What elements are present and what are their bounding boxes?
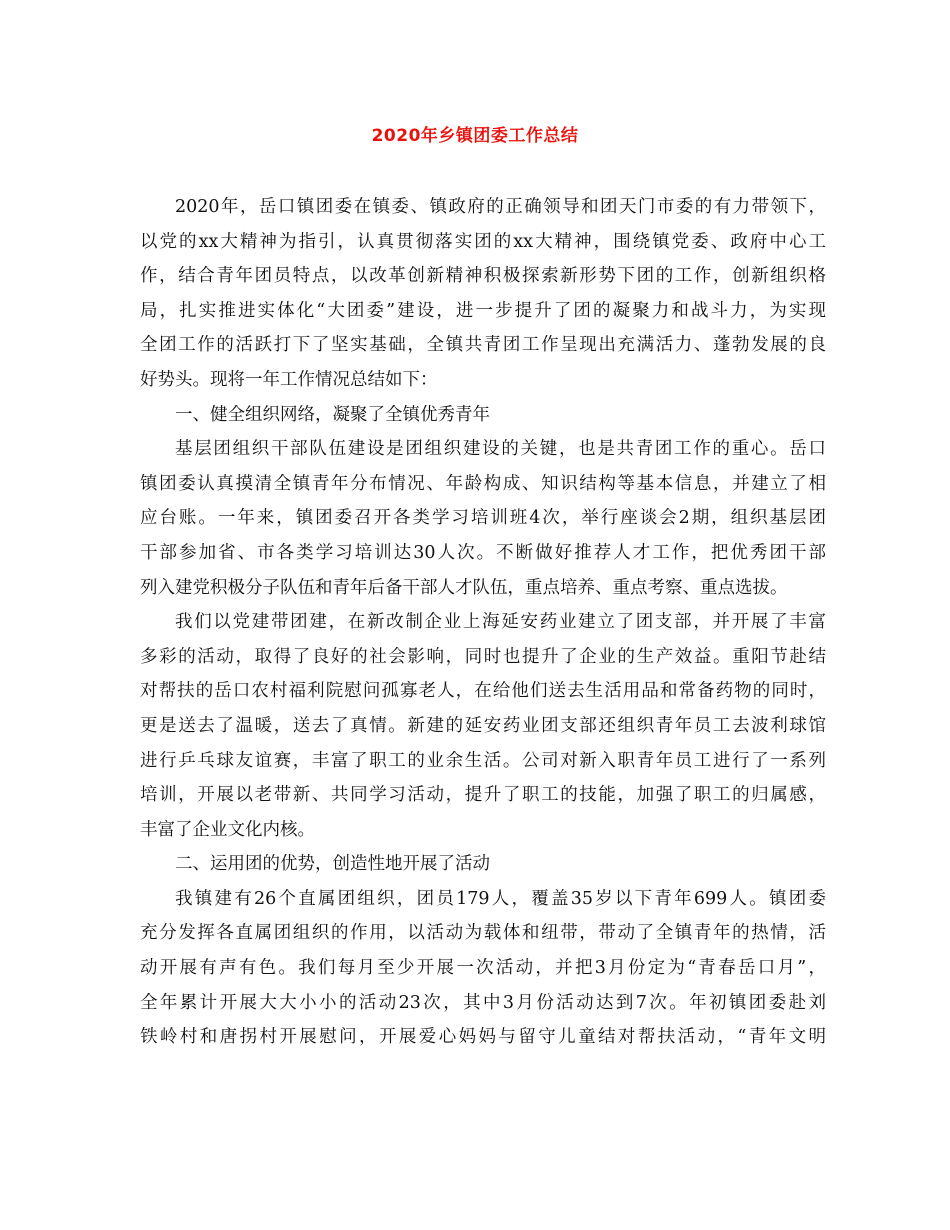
document-title: 2020年乡镇团委工作总结 bbox=[371, 126, 579, 146]
body-line: 二、运用团的优势，创造性地开展了活动 bbox=[175, 854, 490, 875]
body-line: 丰富了企业文化内核。 bbox=[140, 819, 315, 840]
body-line: 进行乒乓球友谊赛，丰富了职工的业余生活。公司对新入职青年员工进行了一系列 bbox=[140, 750, 826, 771]
body-line: 作，结合青年团员特点，以改革创新精神积极探索新形势下团的工作，创新组织格 bbox=[140, 266, 826, 287]
body-line: 列入建党积极分子队伍和青年后备干部人才队伍，重点培养、重点考察、重点选拔。 bbox=[140, 577, 788, 598]
body-line: 好势头。现将一年工作情况总结如下： bbox=[140, 369, 438, 390]
body-line: 多彩的活动，取得了良好的社会影响，同时也提升了企业的生产效益。重阳节赴结 bbox=[140, 646, 826, 667]
body-line: 对帮扶的岳口农村福利院慰问孤寡老人，在给他们送去生活用品和常备药物的同时， bbox=[140, 681, 826, 702]
body-line: 全团工作的活跃打下了坚实基础，全镇共青团工作呈现出充满活力、蓬勃发展的良 bbox=[140, 335, 826, 356]
body-line: 培训，开展以老带新、共同学习活动，提升了职工的技能，加强了职工的归属感， bbox=[140, 785, 826, 806]
body-line: 我镇建有26个直属团组织，团员179人，覆盖35岁以下青年699人。镇团委 bbox=[175, 888, 826, 909]
body-line: 动开展有声有色。我们每月至少开展一次活动，并把3月份定为“青春岳口月”， bbox=[140, 958, 826, 979]
body-line: 干部参加省、市各类学习培训达30人次。不断做好推荐人才工作，把优秀团干部 bbox=[140, 542, 826, 563]
body-line: 更是送去了温暖，送去了真情。新建的延安药业团支部还组织青年员工去波利球馆 bbox=[140, 715, 826, 736]
body-line: 基层团组织干部队伍建设是团组织建设的关键，也是共青团工作的重心。岳口 bbox=[175, 439, 826, 460]
body-line: 局，扎实推进实体化“大团委”建设，进一步提升了团的凝聚力和战斗力，为实现 bbox=[140, 300, 826, 321]
document-body bbox=[140, 190, 826, 1055]
body-line: 充分发挥各直属团组织的作用，以活动为载体和纽带，带动了全镇青年的热情，活 bbox=[140, 923, 826, 944]
body-line: 镇团委认真摸清全镇青年分布情况、年龄构成、知识结构等基本信息，并建立了相 bbox=[140, 473, 826, 494]
body-line: 我们以党建带团建，在新改制企业上海延安药业建立了团支部，并开展了丰富 bbox=[175, 612, 826, 633]
body-line: 铁岭村和唐拐村开展慰问，开展爱心妈妈与留守儿童结对帮扶活动，“青年文明 bbox=[140, 1027, 826, 1048]
body-line: 一、健全组织网络，凝聚了全镇优秀青年 bbox=[175, 404, 490, 425]
body-line: 以党的xx大精神为指引，认真贯彻落实团的xx大精神，围绕镇党委、政府中心工 bbox=[140, 231, 826, 252]
body-line: 2020年，岳口镇团委在镇委、镇政府的正确领导和团天门市委的有力带领下， bbox=[175, 197, 826, 217]
body-line: 应台账。一年来，镇团委召开各类学习培训班4次，举行座谈会2期，组织基层团 bbox=[140, 508, 826, 529]
body-line: 全年累计开展大大小小的活动23次，其中3月份活动达到7次。年初镇团委赴刘 bbox=[140, 992, 826, 1013]
